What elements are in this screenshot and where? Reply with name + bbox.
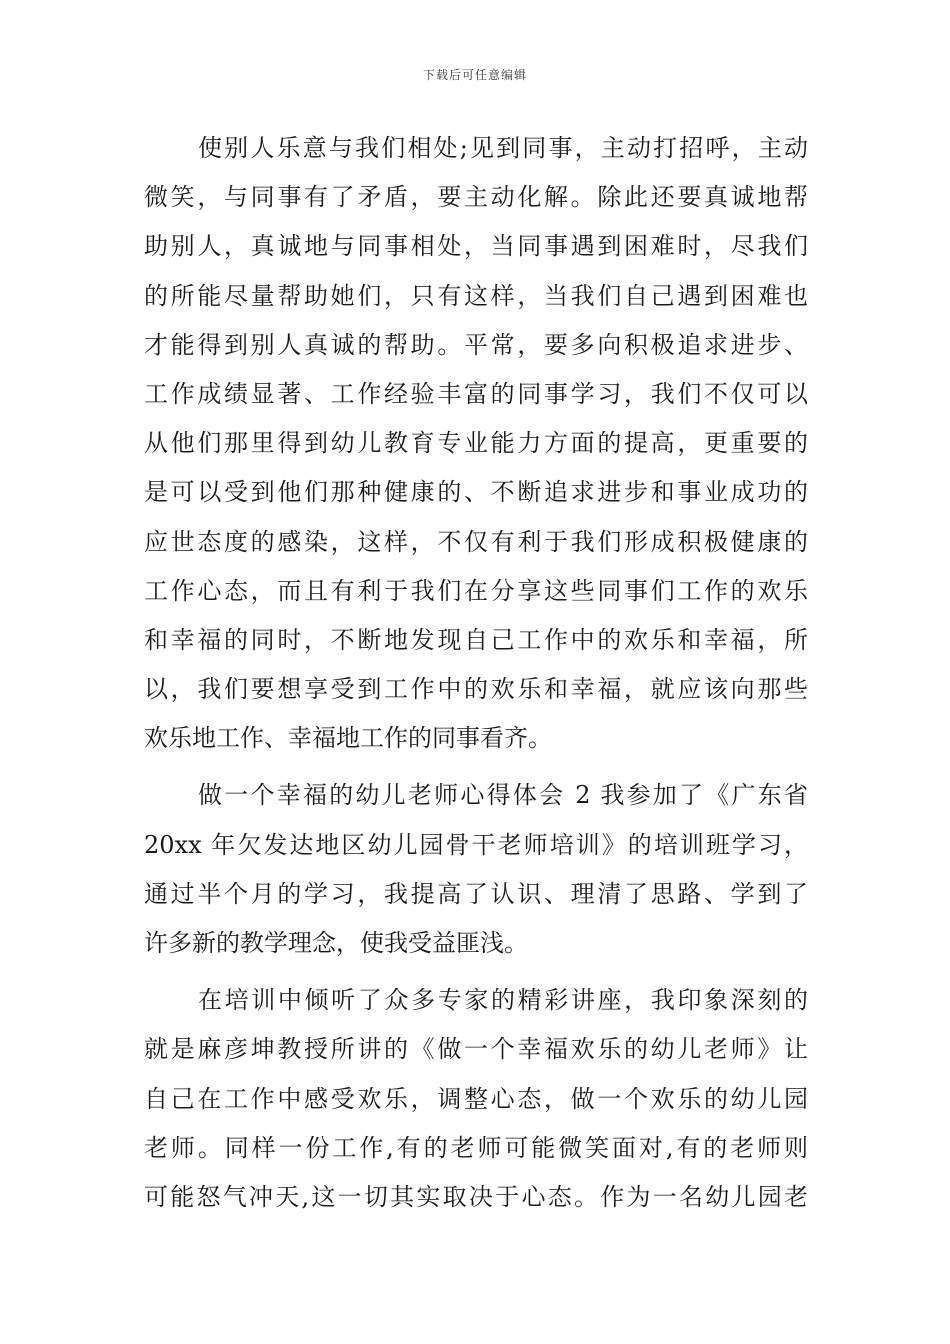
text-line: 通过半个月的学习，我提高了认识、理清了思路、学到了 [144, 879, 808, 908]
text-line: 许多新的教学理念，使我受益匪浅。 [144, 929, 528, 957]
paragraph-3 [144, 976, 808, 1222]
text-line: 自己在工作中感受欢乐，调整心态，做一个欢乐的幼儿园 [144, 1084, 808, 1113]
text-line: 从他们那里得到幼儿教育专业能力方面的提高，更重要的 [144, 429, 808, 458]
text-line: 使别人乐意与我们相处;见到同事，主动打招呼，主动 [198, 134, 808, 162]
text-line: 可能怒气冲天,这一切其实取决于心态。作为一名幼儿园老 [144, 1182, 808, 1211]
text-line: 应世态度的感染，这样，不仅有利于我们形成积极健康的 [144, 527, 808, 556]
text-line: 老师。同样一份工作,有的老师可能微笑面对,有的老师则 [144, 1133, 808, 1162]
text-line: 以，我们要想享受到工作中的欢乐和幸福，就应该向那些 [144, 675, 808, 704]
text-line: 才能得到别人真诚的帮助。平常，要多向积极追求进步、 [144, 330, 808, 359]
text-line: 20xx 年欠发达地区幼儿园骨干老师培训》的培训班学习， [144, 830, 808, 859]
text-line: 欢乐地工作、幸福地工作的同事看齐。 [144, 724, 552, 753]
text-line: 就是麻彦坤教授所讲的《做一个幸福欢乐的幼儿老师》让 [144, 1035, 808, 1064]
text-line: 做一个幸福的幼儿老师心得体会 2 我参加了《广东省 [198, 781, 808, 810]
page-header: 下载后可任意编辑 [422, 68, 527, 82]
paragraph-1 [144, 124, 808, 763]
text-line: 工作心态，而且有利于我们在分享这些同事们工作的欢乐 [144, 576, 808, 605]
paragraph-2 [144, 771, 808, 968]
text-line: 助别人，真诚地与同事相处，当同事遇到困难时，尽我们 [144, 232, 808, 261]
text-line: 在培训中倾听了众多专家的精彩讲座，我印象深刻的 [198, 986, 808, 1015]
text-line: 的所能尽量帮助她们，只有这样，当我们自己遇到困难也 [144, 281, 808, 310]
text-line: 微笑，与同事有了矛盾，要主动化解。除此还要真诚地帮 [144, 183, 808, 212]
text-line: 工作成绩显著、工作经验丰富的同事学习，我们不仅可以 [144, 379, 808, 408]
document-body [144, 124, 808, 1222]
text-line: 是可以受到他们那种健康的、不断追求进步和事业成功的 [144, 478, 808, 507]
text-line: 和幸福的同时，不断地发现自己工作中的欢乐和幸福，所 [144, 625, 808, 654]
